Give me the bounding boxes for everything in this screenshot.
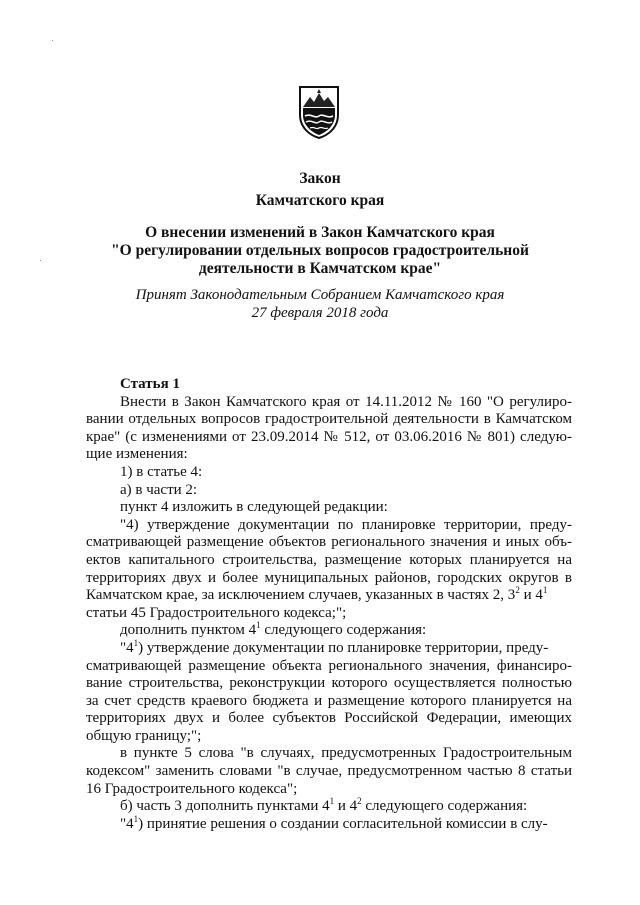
law-subtitle-line-3: деятельности в Камчатском крае" bbox=[198, 260, 442, 277]
text-fragment: и 4 bbox=[519, 587, 543, 604]
law-subtitle-line-2: "О регулировании отдельных вопросов градостроительной bbox=[111, 242, 529, 259]
text-line: вание строительства, реконструкции которого осуществляется полностью bbox=[86, 675, 572, 692]
adoption-line-2: 27 февраля 2018 года bbox=[251, 305, 389, 321]
text-line bbox=[86, 587, 572, 605]
text-fragment: и 4 bbox=[334, 798, 358, 815]
text-fragment: следующего содержания: bbox=[260, 622, 427, 639]
text-fragment: "4 bbox=[120, 815, 134, 832]
text-fragment: следующего содержания: bbox=[361, 798, 528, 815]
text-line bbox=[86, 622, 572, 640]
text-line: территориях двух и более субъектов Российской Федерации, имеющих bbox=[86, 710, 572, 727]
kamchatka-coat-of-arms-emblem bbox=[297, 85, 341, 139]
text-line: крае" (с изменениями от 23.09.2014 № 512, от 03.06.2016 № 801) следую- bbox=[86, 428, 572, 445]
scan-speck bbox=[52, 40, 53, 41]
text-line: статьи 45 Градостроительного кодекса;"; bbox=[86, 604, 347, 621]
adoption-note bbox=[0, 286, 640, 322]
text-line bbox=[86, 798, 572, 816]
text-line: кодексом" заменить словами "в случае, предусмотренном частью 8 статьи bbox=[86, 763, 572, 780]
text-line: 1) в статье 4: bbox=[120, 463, 203, 480]
adoption-line-1: Принят Законодательным Собранием Камчатского края bbox=[135, 287, 505, 303]
law-title-line-2: Камчатского края bbox=[255, 192, 385, 209]
text-line: сматривающей размещение объекта регионального значения, финансиро- bbox=[86, 657, 572, 674]
text-line bbox=[86, 813, 572, 834]
text-fragment: дополнить пунктом 4 bbox=[120, 622, 257, 639]
text-line: а) в части 2: bbox=[120, 481, 198, 498]
text-fragment: ) принятие решения о создании согласительной комиссии в слу- bbox=[138, 815, 548, 832]
superscript: 1 bbox=[256, 620, 261, 631]
text-fragment: Камчатском крае, за исключением случаев, указанных в частях 2, 3 bbox=[86, 587, 516, 604]
text-line: щие изменения: bbox=[86, 446, 188, 463]
text-line: территориях двух и более муниципальных районов, городских округов в bbox=[86, 569, 572, 586]
text-line: общую границу;"; bbox=[86, 727, 202, 744]
text-line: пункт 4 изложить в следующей редакции: bbox=[120, 499, 388, 516]
superscript: 1 bbox=[133, 813, 139, 824]
article-heading: Статья 1 bbox=[120, 376, 180, 392]
law-subtitle-line-1: О внесении изменений в Закон Камчатского края bbox=[145, 224, 495, 241]
text-fragment: ) утверждение документации по планировке территории, преду- bbox=[138, 639, 549, 656]
superscript: 2 bbox=[357, 796, 362, 807]
text-line: сматривающей размещение объектов регионального значения и иных объ- bbox=[86, 534, 572, 551]
article-body bbox=[86, 376, 572, 833]
law-subtitle bbox=[0, 224, 640, 278]
text-line: Внести в Закон Камчатского края от 14.11.2012 № 160 "О регулиро- bbox=[120, 393, 572, 410]
text-line: 16 Градостроительного кодекса"; bbox=[86, 780, 298, 797]
superscript: 1 bbox=[542, 585, 548, 596]
scan-speck bbox=[40, 260, 41, 261]
text-fragment: б) часть 3 дополнить пунктами 4 bbox=[120, 798, 330, 815]
superscript: 1 bbox=[133, 637, 139, 648]
superscript: 2 bbox=[515, 585, 520, 596]
law-title-line-1: Закон bbox=[299, 170, 341, 187]
law-title bbox=[0, 168, 640, 212]
text-fragment: "4 bbox=[120, 639, 134, 656]
text-line: в пункте 5 слова "в случаях, предусмотренных Градостроительным bbox=[120, 745, 572, 762]
text-line: "4) утверждение документации по планировке территории, преду- bbox=[120, 516, 572, 533]
text-line bbox=[86, 637, 572, 658]
text-line: вании отдельных вопросов градостроительной деятельности в Камчатском bbox=[86, 411, 572, 428]
text-line: за счет средств краевого бюджета и размещение которого планируется на bbox=[86, 692, 572, 709]
superscript: 1 bbox=[329, 796, 335, 807]
text-line: ектов капитального строительства, размещение которых планируется на bbox=[86, 551, 572, 568]
